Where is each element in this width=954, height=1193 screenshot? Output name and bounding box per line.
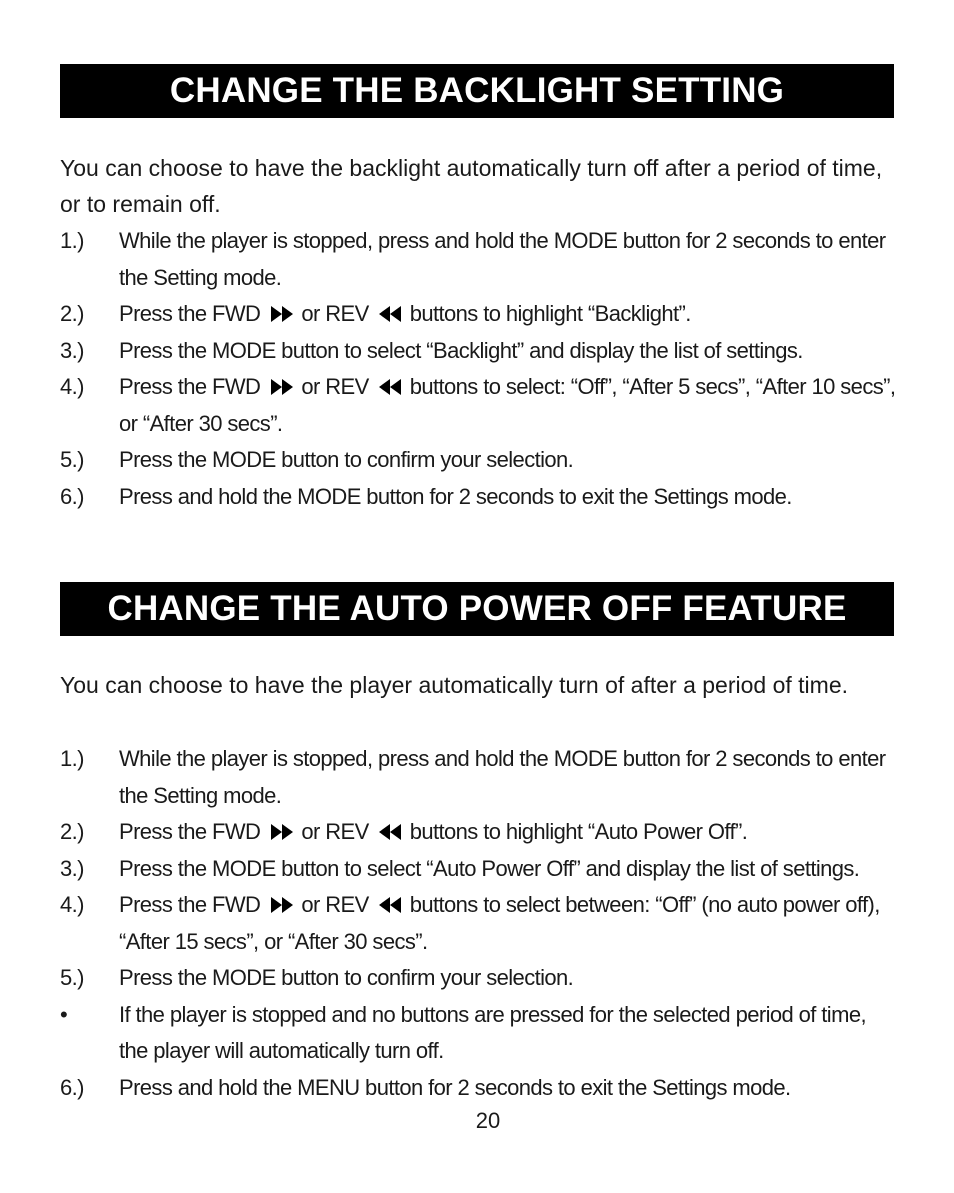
fast-forward-icon xyxy=(271,306,293,322)
fast-forward-icon xyxy=(271,897,293,913)
list-item xyxy=(60,369,900,442)
step-number: 3.) xyxy=(60,855,84,881)
step-text: While the player is stopped, press and hold the MODE button for 2 seconds to enter the Setting mode. xyxy=(119,746,886,808)
bullet-marker: • xyxy=(60,1001,68,1027)
step-number: 4.) xyxy=(60,374,84,399)
section-title-backlight xyxy=(60,64,894,118)
step-list-auto-power-off xyxy=(60,741,900,1106)
list-item xyxy=(60,442,900,479)
step-text: buttons to highlight “Auto Power Off”. xyxy=(409,819,748,844)
list-item xyxy=(60,1070,900,1107)
step-text: If the player is stopped and no buttons are pressed for the selected period of time, the player will automatically turn off. xyxy=(119,1001,866,1063)
step-number: 1.) xyxy=(60,228,84,253)
list-item xyxy=(60,814,900,851)
list-item xyxy=(60,851,900,888)
step-text: or REV xyxy=(301,374,369,399)
step-text: or REV xyxy=(301,892,369,917)
step-number: 5.) xyxy=(60,447,84,472)
step-text: Press the FWD xyxy=(119,374,261,399)
step-number: 1.) xyxy=(60,746,84,771)
list-item xyxy=(60,333,900,370)
step-text: Press the FWD xyxy=(119,819,261,844)
step-text: buttons to highlight “Backlight”. xyxy=(409,301,691,326)
page-number: 20 xyxy=(475,1108,501,1133)
step-text: Press the MODE button to confirm your selection. xyxy=(119,965,574,990)
rewind-icon xyxy=(379,379,401,395)
fast-forward-icon xyxy=(271,379,293,395)
step-text: or REV xyxy=(301,301,369,326)
list-item xyxy=(60,960,900,997)
step-text: While the player is stopped, press and hold the MODE button for 2 seconds to enter the Setting mode. xyxy=(119,228,886,290)
rewind-icon xyxy=(379,897,401,913)
list-item xyxy=(60,741,900,814)
list-item xyxy=(60,296,900,333)
step-text: buttons to select between: “Off” (no auto power off), “After 15 secs”, or “After 30 secs”. xyxy=(119,892,880,954)
section-title-text: CHANGE THE AUTO POWER OFF FEATURE xyxy=(107,589,847,628)
step-text: Press the FWD xyxy=(119,301,261,326)
step-number: 6.) xyxy=(60,1074,84,1100)
list-item xyxy=(60,997,900,1070)
section-title-text: CHANGE THE BACKLIGHT SETTING xyxy=(169,71,785,110)
list-item xyxy=(60,223,900,296)
rewind-icon xyxy=(379,824,401,840)
step-text: Press the FWD xyxy=(119,892,261,917)
list-item xyxy=(60,479,900,516)
list-item xyxy=(60,887,900,960)
section-title-auto-power-off xyxy=(60,582,894,636)
step-number: 2.) xyxy=(60,301,84,326)
step-number: 2.) xyxy=(60,819,84,844)
rewind-icon xyxy=(379,306,401,322)
step-text: Press the MODE button to confirm your selection. xyxy=(119,447,574,472)
intro-paragraph: You can choose to have the backlight automatically turn off after a period of time, or to remain off. xyxy=(60,155,883,217)
step-text: Press the MODE button to select “Auto Power Off” and display the list of settings. xyxy=(119,855,860,881)
step-number: 5.) xyxy=(60,965,84,990)
fast-forward-icon xyxy=(271,824,293,840)
intro-paragraph: You can choose to have the player automatically turn of after a period of time. xyxy=(60,672,849,698)
step-text: Press and hold the MENU button for 2 seconds to exit the Settings mode. xyxy=(119,1074,791,1100)
step-number: 4.) xyxy=(60,892,84,917)
step-text: Press the MODE button to select “Backlight” and display the list of settings. xyxy=(119,337,803,363)
step-text: or REV xyxy=(301,819,369,844)
step-text: buttons to select: “Off”, “After 5 secs”, “After 10 secs”, or “After 30 secs”. xyxy=(119,374,896,436)
step-text: Press and hold the MODE button for 2 seconds to exit the Settings mode. xyxy=(119,483,792,509)
step-list-backlight xyxy=(60,223,900,515)
step-number: 3.) xyxy=(60,337,84,363)
step-number: 6.) xyxy=(60,483,84,509)
